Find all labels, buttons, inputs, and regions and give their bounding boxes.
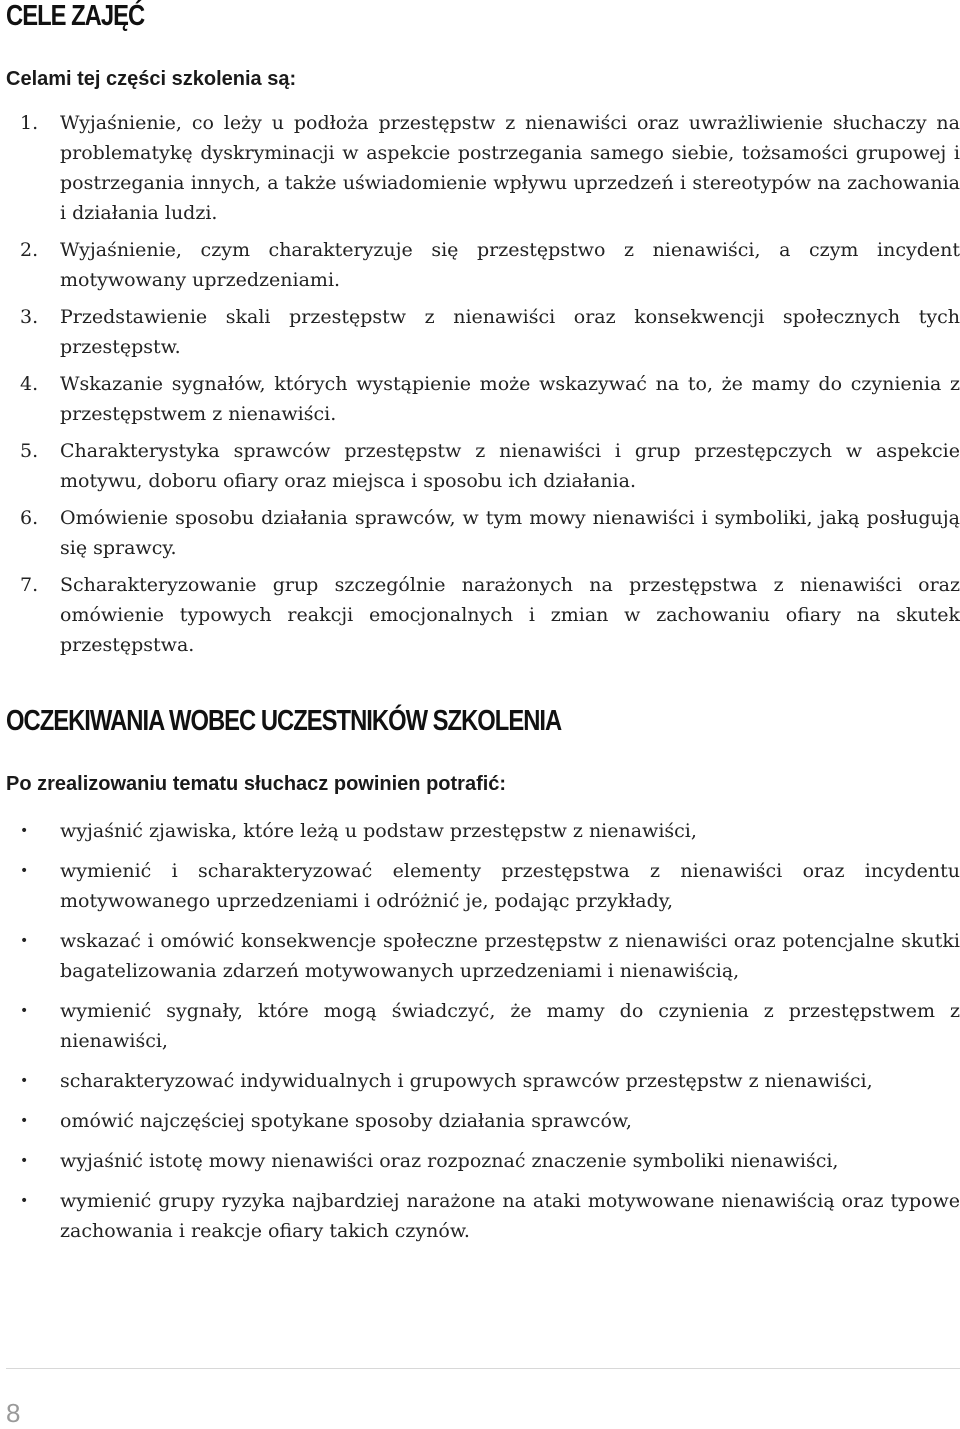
goal-text: Scharakteryzowanie grup szczególnie narażonych na przestępstwa z nienawiści oraz omówienie typowych reakcji emocjonalnych i zmian w zachowaniu ofiary na skutek przestępstwa.: [60, 574, 960, 656]
outcomes-list: [6, 816, 960, 1256]
outcome-item-7: [6, 1146, 960, 1176]
goal-number: 5.: [20, 440, 39, 462]
goal-item-4: [6, 369, 960, 429]
goal-text: Wyjaśnienie, co leży u podłoża przestępstw z nienawiści oraz uwrażliwienie słuchaczy na problematykę dyskryminacji w aspekcie postrzegania samego siebie, tożsamości grupowej i postrzegania innych, a także uświadomienie wpływu uprzedzeń i stereotypów na zachowania i działania ludzi.: [60, 112, 960, 224]
goal-item-6: [6, 503, 960, 563]
outcome-text: wymienić i scharakteryzować elementy przestępstwa z nienawiści oraz incydentu motywowanego uprzedzeniami i odróżnić je, podając przykłady,: [60, 860, 960, 912]
goal-text: Omówienie sposobu działania sprawców, w tym mowy nienawiści i symboliki, jaką posługują się sprawcy.: [60, 507, 960, 559]
goal-item-5: [6, 436, 960, 496]
bullet-icon: •: [20, 823, 29, 839]
goal-item-1: [6, 108, 960, 228]
goal-number: 6.: [20, 507, 39, 529]
outcome-item-1: [6, 816, 960, 846]
goal-text: Charakterystyka sprawców przestępstw z nienawiści i grup przestępczych w aspekcie motywu, doboru ofiary oraz miejsca i sposobu ich działania.: [60, 440, 960, 492]
bullet-icon: •: [20, 1153, 29, 1169]
outcome-text: wymienić grupy ryzyka najbardziej narażone na ataki motywowane nienawiścią oraz typowe zachowania i reakcje ofiary takich czynów.: [60, 1190, 960, 1242]
goal-item-7: [6, 570, 960, 660]
goal-item-2: [6, 235, 960, 295]
outcome-text: scharakteryzować indywidualnych i grupowych sprawców przestępstw z nienawiści,: [60, 1070, 873, 1092]
outcome-text: wyjaśnić istotę mowy nienawiści oraz rozpoznać znaczenie symboliki nienawiści,: [60, 1150, 839, 1172]
outcome-item-4: [6, 996, 960, 1056]
goal-text: Wyjaśnienie, czym charakteryzuje się przestępstwo z nienawiści, a czym incydent motywowany uprzedzeniami.: [60, 239, 960, 291]
goals-list: [6, 108, 960, 667]
goal-number: 1.: [20, 112, 39, 134]
outcome-text: wskazać i omówić konsekwencje społeczne przestępstw z nienawiści oraz potencjalne skutki bagatelizowania zdarzeń motywowanych uprzedzeniami i nienawiścią,: [60, 930, 960, 982]
bullet-icon: •: [20, 1113, 29, 1129]
outcome-item-5: [6, 1066, 960, 1096]
bullet-icon: •: [20, 1003, 29, 1019]
goal-item-3: [6, 302, 960, 362]
outcome-text: wymienić sygnały, które mogą świadczyć, że mamy do czynienia z przestępstwem z nienawiści,: [60, 1000, 960, 1052]
goal-text: Przedstawienie skali przestępstw z nienawiści oraz konsekwencji społecznych tych przestępstw.: [60, 306, 960, 358]
page-number: 8: [6, 1398, 21, 1428]
goal-number: 2.: [20, 239, 39, 261]
bullet-icon: •: [20, 1073, 29, 1089]
goal-number: 4.: [20, 373, 39, 395]
footer-divider: [6, 1368, 960, 1369]
goal-number: 7.: [20, 574, 39, 596]
goal-number: 3.: [20, 306, 39, 328]
outcome-item-8: [6, 1186, 960, 1246]
outcome-item-6: [6, 1106, 960, 1136]
expectations-intro: Po zrealizowaniu tematu słuchacz powinien potrafić:: [6, 773, 507, 795]
outcome-item-2: [6, 856, 960, 916]
bullet-icon: •: [20, 1193, 29, 1209]
bullet-icon: •: [20, 863, 29, 879]
goal-text: Wskazanie sygnałów, których wystąpienie może wskazywać na to, że mamy do czynienia z przestępstwem z nienawiści.: [60, 373, 960, 425]
goals-intro: Celami tej części szkolenia są:: [6, 68, 297, 90]
outcome-item-3: [6, 926, 960, 986]
section-title-expectations: OCZEKIWANIA WOBEC UCZESTNIKÓW SZKOLENIA: [6, 705, 562, 737]
outcome-text: wyjaśnić zjawiska, które leżą u podstaw przestępstw z nienawiści,: [60, 820, 697, 842]
outcome-text: omówić najczęściej spotykane sposoby działania sprawców,: [60, 1110, 632, 1132]
bullet-icon: •: [20, 933, 29, 949]
section-title-goals: CELE ZAJĘĆ: [6, 0, 145, 32]
